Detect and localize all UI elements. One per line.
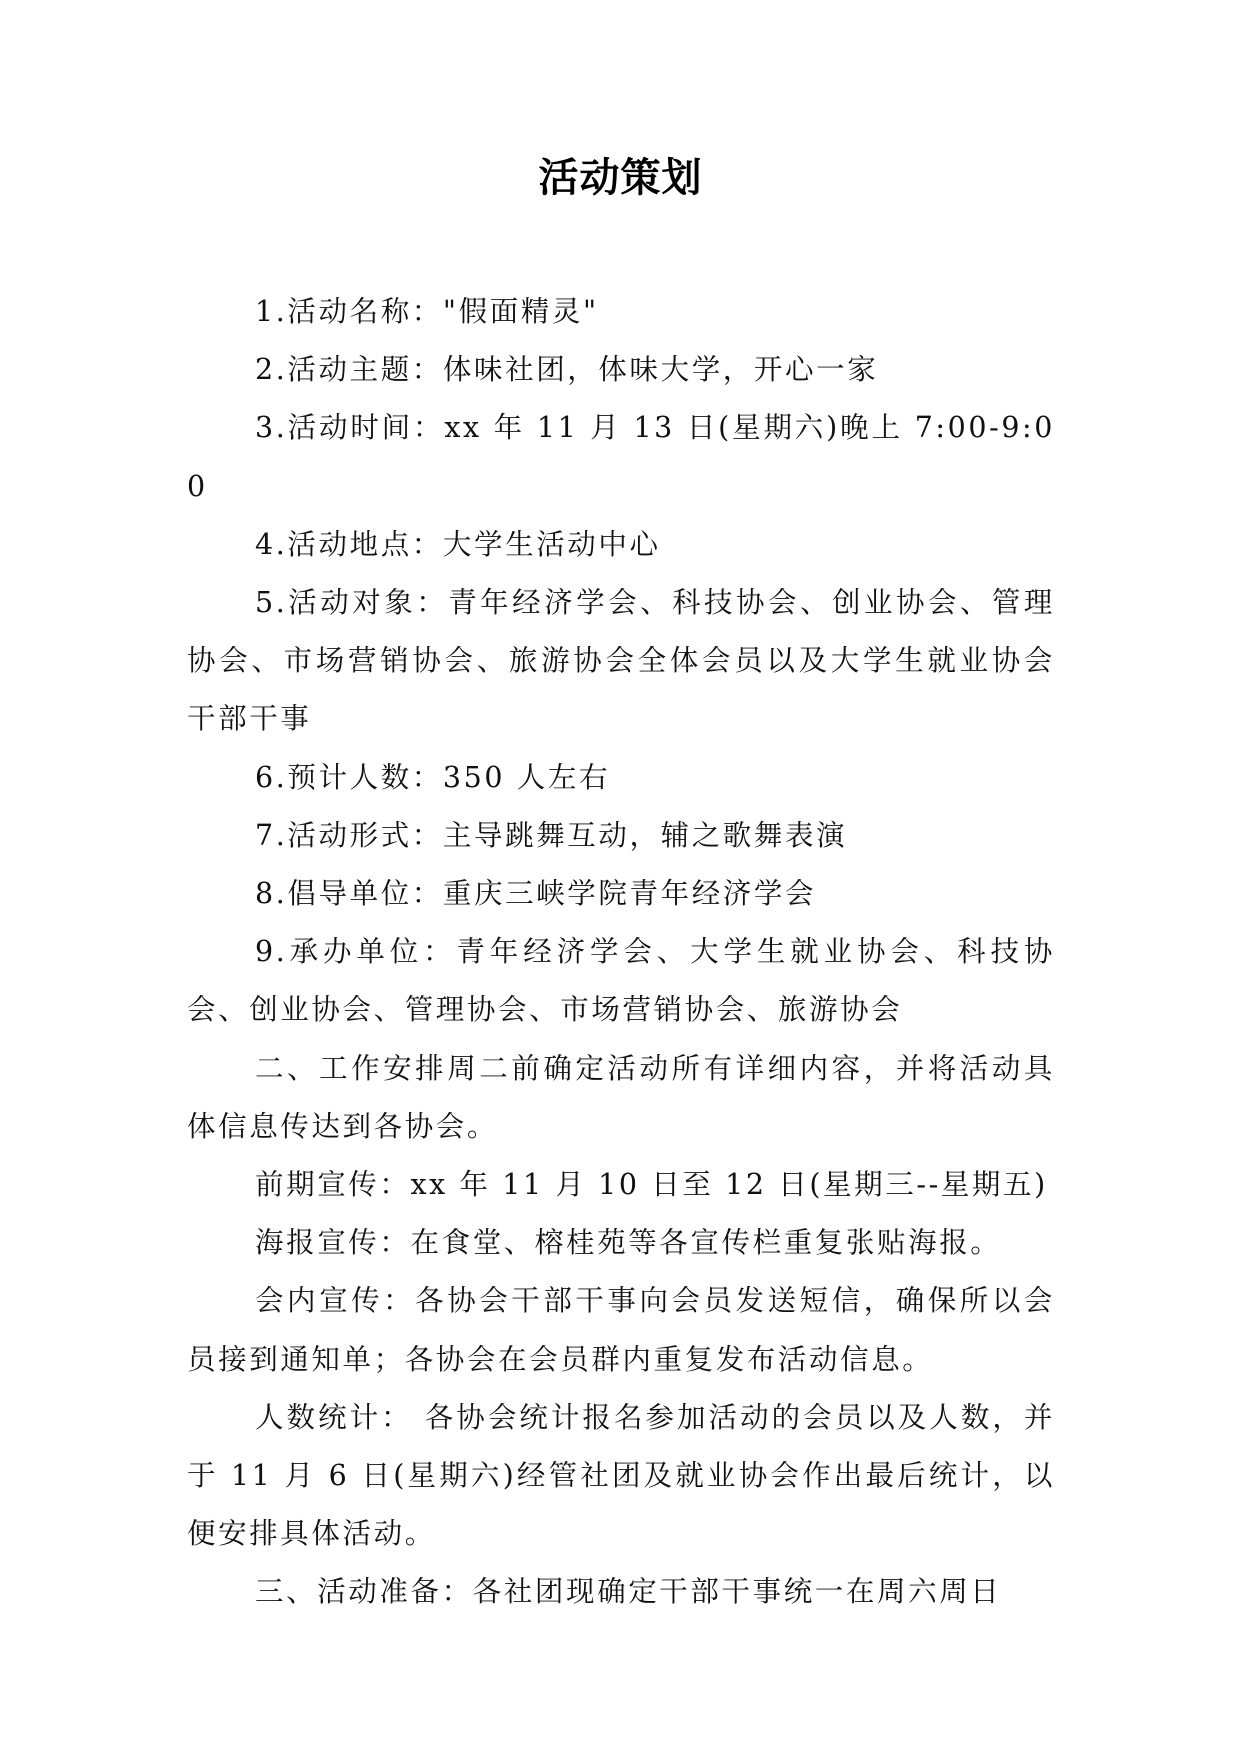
paragraph-headcount: 人数统计： 各协会统计报名参加活动的会员以及人数，并于 11 月 6 日(星期六)经管社团及就业协会作出最后统计，以便安排具体活动。 [187, 1400, 1055, 1551]
document-title: 活动策划 [538, 155, 703, 201]
paragraph-activity-name: 1.活动名称："假面精灵" [255, 295, 599, 328]
paragraph-work-arrangement: 二、工作安排周二前确定活动所有详细内容，并将活动具体信息传达到各协会。 [187, 1051, 1055, 1143]
paragraph-early-promotion: 前期宣传：xx 年 11 月 10 日至 12 日(星期三--星期五) [255, 1168, 1048, 1202]
paragraph-preparation: 三、活动准备：各社团现确定干部干事统一在周六周日 [255, 1575, 1002, 1609]
paragraph-poster-promotion: 海报宣传：在食堂、榕桂苑等各宣传栏重复张贴海报。 [255, 1226, 1002, 1260]
paragraph-internal-promotion: 会内宣传：各协会干部干事向会员发送短信，确保所以会员接到通知单；各协会在会员群内重复发布活动信息。 [187, 1284, 1055, 1376]
paragraph-activity-format: 7.活动形式：主导跳舞互动，辅之歌舞表演 [255, 818, 848, 852]
paragraph-activity-theme: 2.活动主题：体味社团，体味大学，开心一家 [255, 353, 879, 387]
paragraph-activity-audience: 5.活动对象：青年经济学会、科技协会、创业协会、管理协会、市场营销协会、旅游协会全体会员以及大学生就业协会干部干事 [187, 586, 1055, 736]
paragraph-activity-time: 3.活动时间：xx 年 11 月 13 日(星期六)晚上 7:00-9:00 [187, 411, 1055, 503]
paragraph-activity-location: 4.活动地点：大学生活动中心 [255, 527, 661, 561]
paragraph-organizers: 9.承办单位：青年经济学会、大学生就业协会、科技协会、创业协会、管理协会、市场营销协会、旅游协会 [187, 935, 1055, 1027]
document-body [187, 283, 1055, 1622]
paragraph-sponsor: 8.倡导单位：重庆三峡学院青年经济学会 [255, 877, 817, 911]
paragraph-expected-attendance: 6.预计人数：350 人左右 [255, 760, 611, 794]
